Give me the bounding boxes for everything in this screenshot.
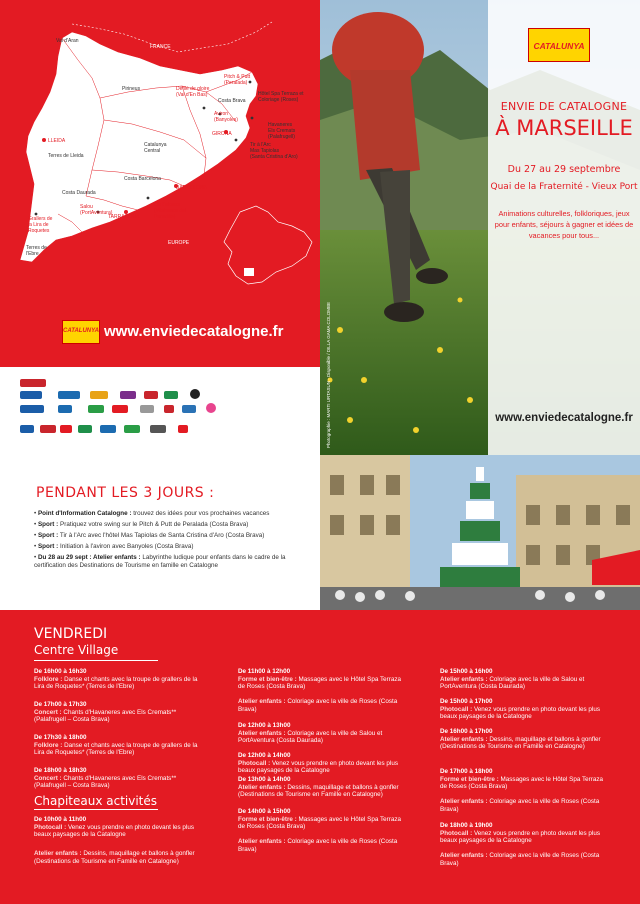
map-label-costa-barcelona: Costa Barcelona — [124, 176, 161, 182]
schedule-event — [440, 822, 610, 845]
schedule-panel — [0, 610, 640, 904]
schedule-event — [238, 668, 408, 691]
sponsor-logo — [58, 391, 80, 399]
schedule-event — [34, 668, 204, 691]
event-time: De 18h00 à 18h30 — [34, 767, 87, 774]
catalunya-logo — [62, 320, 100, 344]
map-label-salou: Salou (PortAventura) — [80, 204, 113, 216]
event-text: Venez vous prendre en photo devant les plus beaux paysages de la Catalogne — [440, 705, 600, 721]
venue2-rule — [34, 809, 158, 810]
map-label-europe: EUROPE — [168, 240, 190, 246]
sponsor-logo — [20, 425, 34, 433]
schedule-event — [34, 734, 204, 757]
event-time: De 16h00 à 17h00 — [440, 728, 493, 735]
sponsor-logo — [78, 425, 92, 433]
event-description: Animations culturelles, folkloriques, jeux pour enfants, séjours à gagner et idées de vacances pour tous... — [494, 209, 634, 240]
sponsor-logo — [182, 405, 196, 413]
event-label: Atelier enfants : — [440, 675, 488, 683]
schedule-event — [238, 752, 408, 775]
event-text: Coloriage avec la ville de Roses (Costa Brava) — [440, 852, 600, 867]
event-text: Coloriage avec la ville de Salou et PortAventura (Costa Daurada) — [238, 729, 383, 745]
hero-url-link[interactable]: www.enviedecatalogne.fr — [495, 412, 633, 424]
event-description — [238, 784, 408, 799]
three-days-title: PENDANT LES 3 JOURS : — [36, 485, 215, 501]
sponsor-logo — [20, 405, 44, 413]
map-label-tir-arc: Tir à l'Arc Mas Tapiolas (Santa Cristina d'Aro) — [250, 142, 298, 160]
event-text: Massages avec le Hôtel Spa Terraza de Roses (Costa Brava) — [238, 675, 401, 691]
sponsor-logo — [100, 425, 116, 433]
event-label: Atelier enfants : — [238, 698, 286, 705]
event-description — [440, 830, 610, 845]
event-time: De 17h30 à 18h00 — [34, 734, 87, 741]
event-text: Coloriage avec la ville de Salou et PortAventura (Costa Daurada) — [440, 675, 585, 691]
event-text: Danse et chants avec la troupe de grallers de la Lira de Roquetes* (Terres de l'Ebre) — [34, 675, 198, 691]
castellers-photo — [320, 455, 640, 610]
sponsor-logo — [60, 425, 72, 433]
europe-catalonia-marker — [244, 268, 254, 276]
schedule-event — [440, 852, 610, 867]
site-url-link[interactable]: www.enviedecatalogne.fr — [104, 323, 284, 340]
event-description — [440, 852, 610, 867]
schedule-event — [238, 776, 408, 799]
event-description — [238, 698, 408, 713]
day-item: • Du 28 au 29 sept : Atelier enfants : Labyrinthe ludique pour enfants dans le cadre de la certification des Destinations de Tourisme en famille en Catalogne — [34, 554, 286, 569]
map-label-catalunya-central: Catalunya Central — [144, 142, 167, 154]
event-label: Photocall : — [34, 823, 67, 831]
event-info-box — [488, 0, 640, 455]
sponsor-logo — [120, 391, 136, 399]
event-description — [238, 838, 408, 853]
venue1-rule — [34, 660, 158, 661]
map-label-costa-brava: Costa Brava — [218, 98, 246, 104]
event-text: Venez vous prendre en photo devant les plus beaux paysages de la Catalogne — [440, 829, 600, 845]
map-label-havaneres: Havaneres Els Cremats (Palafrugell) — [268, 122, 296, 140]
event-text: Chants d'Havaneres avec Els Cremats** (Palafrugell – Costa Brava) — [34, 708, 177, 724]
event-description — [34, 775, 204, 790]
event-description — [238, 816, 408, 831]
event-text: Venez vous prendre en photo devant les plus beaux paysages de la Catalogne — [238, 759, 398, 775]
event-label: Concert : — [34, 708, 62, 716]
event-text: Dessins, maquillage et ballons à gonfler (Destinations de Tourisme en Famille en Catalogne) — [238, 783, 399, 799]
sponsor-logo — [144, 391, 158, 399]
event-title-line2: À MARSEILLE — [495, 116, 633, 140]
event-description — [34, 850, 204, 865]
map-label-pirineus: Pirineus — [122, 86, 141, 92]
sponsor-logo — [150, 425, 166, 433]
map-label-falcons: Els Falcons (Vilafranca del Penedès) — [154, 202, 186, 220]
event-time: De 12h00 à 14h00 — [238, 752, 291, 759]
map-label-costa-daurada: Costa Daurada — [62, 190, 96, 196]
castellers-image — [320, 455, 640, 610]
event-text: Dessins, maquillage et ballons à gonfler (Destinations de Tourisme en Famille en Catalogne) — [34, 850, 195, 865]
event-time: De 17h00 à 18h00 — [440, 768, 493, 775]
schedule-venue1: Centre Village — [34, 643, 119, 657]
schedule-event — [238, 808, 408, 831]
event-text: Venez vous prendre en photo devant les plus beaux paysages de la Catalogne — [34, 823, 194, 839]
event-label: Forme et bien-être : — [238, 675, 297, 683]
event-label: Forme et bien-être : — [238, 815, 297, 823]
map-label-lleida: LLEIDA — [48, 138, 66, 144]
map-label-defile: Défilé de gloire (Val d'En Bas) — [176, 86, 210, 98]
catalonia-map — [0, 0, 320, 367]
schedule-event — [440, 798, 610, 813]
photo-credit: Photographie : MARTI URTASUN - Disponible / DILLA GAMA COLOMBE — [326, 301, 331, 448]
event-time: De 16h00 à 16h30 — [34, 668, 87, 675]
map-label-terres-ebre: Terres de l'Ebre — [26, 245, 47, 257]
event-description — [440, 776, 610, 791]
event-text: Chants d'Havaneres avec Els Cremats** (Palafrugell – Costa Brava) — [34, 774, 177, 790]
event-time: De 15h00 à 16h00 — [440, 668, 493, 675]
event-label: Atelier enfants : — [440, 735, 488, 743]
event-label: Folklore : — [34, 741, 63, 749]
catalonia-shape — [20, 32, 258, 262]
day-item: • Sport : Pratiquez votre swing sur le Pitch & Putt de Peralada (Costa Brava) — [34, 521, 249, 528]
event-title-line1: ENVIE DE CATALOGNE — [500, 100, 628, 113]
event-text: Massages avec le Hôtel Spa Terraza de Roses (Costa Brava) — [440, 775, 603, 791]
event-label: Folklore : — [34, 675, 63, 683]
sponsor-logo — [178, 425, 188, 433]
sponsor-logo — [88, 405, 104, 413]
event-label: Photocall : — [238, 759, 271, 767]
event-time: De 17h00 à 17h30 — [34, 701, 87, 708]
event-description — [440, 676, 610, 691]
event-time: De 15h00 à 17h00 — [440, 698, 493, 705]
sponsors-panel — [0, 367, 320, 455]
map-label-val-daran: Val d'Aran — [56, 38, 79, 44]
sponsor-logo — [58, 405, 72, 413]
three-days-panel — [0, 455, 320, 610]
event-description — [238, 676, 408, 691]
map-label-barcelona: BARCELONA — [176, 185, 207, 191]
event-description — [238, 760, 408, 775]
map-label-france: FRANCE — [150, 44, 171, 50]
event-time: De 14h00 à 15h00 — [238, 808, 291, 815]
day-item: • Sport : Tir à l'Arc avec l'hôtel Mas Tapiolas de Santa Cristina d'Aro (Costa Brava) — [34, 532, 265, 539]
event-text: Coloriage avec la ville de Roses (Costa Brava) — [238, 838, 398, 853]
event-label: Atelier enfants : — [238, 729, 286, 737]
event-text: Dessins, maquillage et ballons à gonfler (Destinations de Tourisme en Famille en Catalogne) — [440, 735, 601, 751]
sponsor-logo — [40, 425, 56, 433]
schedule-event — [34, 816, 204, 839]
event-label: Atelier enfants : — [238, 783, 286, 791]
map-label-terres-lleida: Terres de Lleida — [48, 153, 84, 159]
event-label: Atelier enfants : — [440, 798, 488, 805]
sponsor-logo — [124, 425, 140, 433]
event-label: Atelier enfants : — [34, 850, 82, 857]
event-description — [34, 742, 204, 757]
schedule-event — [238, 722, 408, 745]
event-text: Danse et chants avec la troupe de grallers de la Lira de Roquetes* (Terres de l'Ebre) — [34, 741, 198, 757]
event-dates: Du 27 au 29 septembre — [507, 164, 621, 175]
event-description — [34, 709, 204, 724]
schedule-venue2: Chapiteaux activités — [34, 794, 158, 808]
schedule-event — [440, 768, 610, 791]
schedule-event — [238, 698, 408, 713]
event-description — [238, 730, 408, 745]
site-bar — [62, 320, 312, 342]
schedule-day-title: VENDREDI — [34, 626, 108, 642]
schedule-event — [440, 668, 610, 691]
event-text: Coloriage avec la ville de Roses (Costa Brava) — [440, 798, 600, 813]
event-time: De 13h00 à 14h00 — [238, 776, 291, 783]
day-item: • Point d'Information Catalogne : trouvez des idées pour vos prochaines vacances — [34, 510, 270, 517]
schedule-event — [34, 850, 204, 865]
event-label: Concert : — [34, 774, 62, 782]
schedule-event — [34, 701, 204, 724]
event-label: Atelier enfants : — [238, 838, 286, 845]
map-label-pitch: Pitch & Putt (Peralada) — [224, 74, 251, 86]
sponsor-logo — [112, 405, 128, 413]
event-text: Coloriage avec la ville de Roses (Costa Brava) — [238, 698, 398, 713]
event-time: De 11h00 à 12h00 — [238, 668, 291, 675]
europe-outline — [224, 206, 312, 284]
catalunya-logo-hero — [528, 28, 590, 62]
map-label-grallers: Grallers de la Lira de Roquetes — [28, 216, 53, 234]
sponsor-logo — [164, 391, 178, 399]
event-description — [440, 736, 610, 751]
schedule-event — [238, 838, 408, 853]
catalunya-logo-text: CATALUNYA — [63, 328, 99, 334]
event-time: De 10h00 à 11h00 — [34, 816, 87, 823]
event-label: Forme et bien-être : — [440, 775, 499, 783]
map-label-hotel-spa: Hôtel Spa Terraza et Coloriage (Roses) — [258, 91, 304, 103]
sponsor-logo-generalitat — [20, 379, 46, 387]
event-description — [34, 824, 204, 839]
event-time: De 18h00 à 19h00 — [440, 822, 493, 829]
event-label: Photocall : — [440, 829, 473, 837]
catalunya-logo-hero-text: CATALUNYA — [533, 41, 585, 51]
sponsor-logo — [206, 403, 216, 413]
sponsor-logo — [90, 391, 108, 399]
event-description — [34, 676, 204, 691]
schedule-event — [440, 728, 610, 751]
sponsor-logo — [190, 389, 200, 399]
sponsor-logo — [20, 391, 42, 399]
schedule-event — [440, 698, 610, 721]
map-label-girona: GIRONA — [212, 131, 232, 137]
sponsor-logo — [140, 405, 154, 413]
event-description — [440, 706, 610, 721]
schedule-event — [34, 767, 204, 790]
map-panel — [0, 0, 320, 367]
map-label-tarragona: TARRAGONA — [108, 214, 140, 220]
map-label-aviron: Aviron (Banyoles) — [214, 111, 238, 123]
event-text: Massages avec le Hôtel Spa Terraza de Roses (Costa Brava) — [238, 815, 401, 831]
event-time: De 12h00 à 13h00 — [238, 722, 291, 729]
event-description — [440, 798, 610, 813]
day-item: • Sport : Initiation à l'aviron avec Banyoles (Costa Brava) — [34, 543, 194, 550]
event-place: Quai de la Fraternité - Vieux Port — [490, 182, 638, 192]
sponsor-logo — [164, 405, 174, 413]
event-label: Atelier enfants : — [440, 852, 488, 859]
event-label: Photocall : — [440, 705, 473, 713]
